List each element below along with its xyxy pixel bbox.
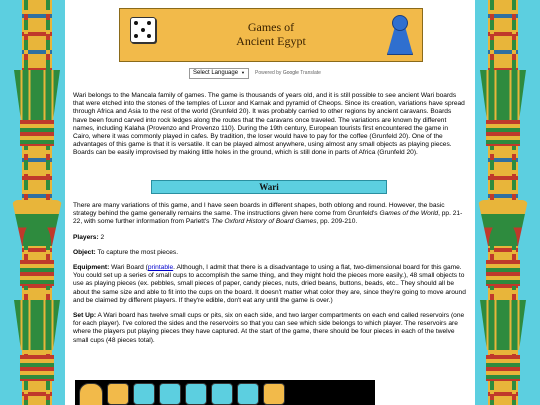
variations-text-1: There are many variations of this game, and I have seen boards in different shapes, both oblong and round. However, the basic strategy behind the game generally remains the same. The instructions given here come from Grunfeld's <box>73 202 445 218</box>
players-label: Players: <box>73 233 99 241</box>
language-select[interactable] <box>189 68 249 79</box>
book-title-games-of-the-world: Games of the World <box>379 210 439 218</box>
board-cup <box>263 383 285 405</box>
powered-by-google <box>255 70 321 76</box>
board-cup <box>159 383 181 405</box>
article-content <box>73 92 467 165</box>
board-cup <box>107 383 129 405</box>
section-title-wari: Wari <box>151 180 387 194</box>
equipment-label: Equipment: <box>73 264 110 272</box>
decorative-column-right <box>478 0 528 405</box>
site-title-line1: Games of <box>247 20 295 34</box>
powered-by-text: Powered by <box>255 70 282 76</box>
site-title-line2: Ancient Egypt <box>236 34 306 48</box>
setup-paragraph <box>73 312 467 345</box>
equipment-text-2: . Although, I admit that there is a disadvantage to using a flat, two-dimensional board for this game. You could set up a series of small cups to accomplish the same thing, and they might hold the pieces more easily.), 48 small objects to use as playing pieces (ex. pebbles, small pieces of paper, candy pieces, nuts, dried beans, buttons, beads, etc.. They should all be about the same size and able to fit into the cups on the board. It doesn't matter what color they are, since they're going to move around and be claimed by different players. If they're edible, don't eat any until the game is over.) <box>73 264 466 304</box>
printable-link[interactable]: printable <box>147 264 174 272</box>
board-cup <box>185 383 207 405</box>
object-paragraph <box>73 249 467 257</box>
players-value: 2 <box>98 233 105 241</box>
decorative-column-left <box>12 0 62 405</box>
variations-text-2: , pp. 21-22, with some further information from Parlett's <box>73 210 463 226</box>
object-value: To capture the most pieces. <box>95 248 179 256</box>
wari-board-image <box>75 380 375 405</box>
intro-paragraph: Wari belongs to the Mancala family of games. The game is thousands of years old, and it is still possible to see ancient Wari boards that were etched into the stones of the temples of Luxor and Karnak and pyramid of Cheops. Since its creation, variations have spread through Africa and Asia to the rest of the world (Grunfeld 20). It was probably carried to other regions by ancient caravans. Boards have been found carved into rock ledges along the routes that the caravans once traveled. The variations are known by different names, including Kalaha (Provenzo and Provenzo 110). During the 19th century, European tourists first encountered the game in Cairo, where it was commonly played in cafes. By tradition, the loser would have to pay for the coffee (Grunfeld 20). One of the advantages of this game is that it is versatile. It can be played almost anywhere, using almost any small objects as playing pieces. Boards can be easily improvised by making little holes in the ground, which is still done in parts of Africa (Grunfeld 20). <box>73 92 465 157</box>
chevron-down-icon: ▼ <box>241 70 246 75</box>
board-reservoir-left <box>79 383 103 405</box>
rules-content <box>73 202 467 352</box>
equipment-text-1: Wari Board ( <box>109 264 148 272</box>
translate-link[interactable]: Translate <box>300 70 321 76</box>
google-logo-text: Google <box>282 70 299 76</box>
pawn-icon <box>386 15 412 53</box>
equipment-paragraph <box>73 264 467 305</box>
site-header-banner <box>119 8 423 62</box>
google-translate-widget <box>189 68 321 78</box>
variations-paragraph <box>73 202 467 227</box>
board-cup <box>237 383 259 405</box>
language-select-label: Select Language <box>193 70 239 76</box>
setup-text: A Wari board has twelve small cups or pits, six on each side, and two larger compartments on each end called reservoirs (one for each player). I've colored the sides and the reservoirs so that you can see which side belongs to which player. The reservoirs are where the players put playing pieces they have captured. At the start of the game, there should be four pieces in each of the twelve small cups (48 pieces total). <box>73 312 465 344</box>
board-cup <box>133 383 155 405</box>
board-cup <box>211 383 233 405</box>
players-paragraph <box>73 234 467 242</box>
object-label: Object: <box>73 248 96 256</box>
variations-text-3: , pp. 209-210. <box>316 218 358 226</box>
main-page <box>65 0 475 405</box>
setup-label: Set Up: <box>73 312 97 320</box>
book-title-oxford-history: The Oxford History of Board Games <box>211 218 317 226</box>
